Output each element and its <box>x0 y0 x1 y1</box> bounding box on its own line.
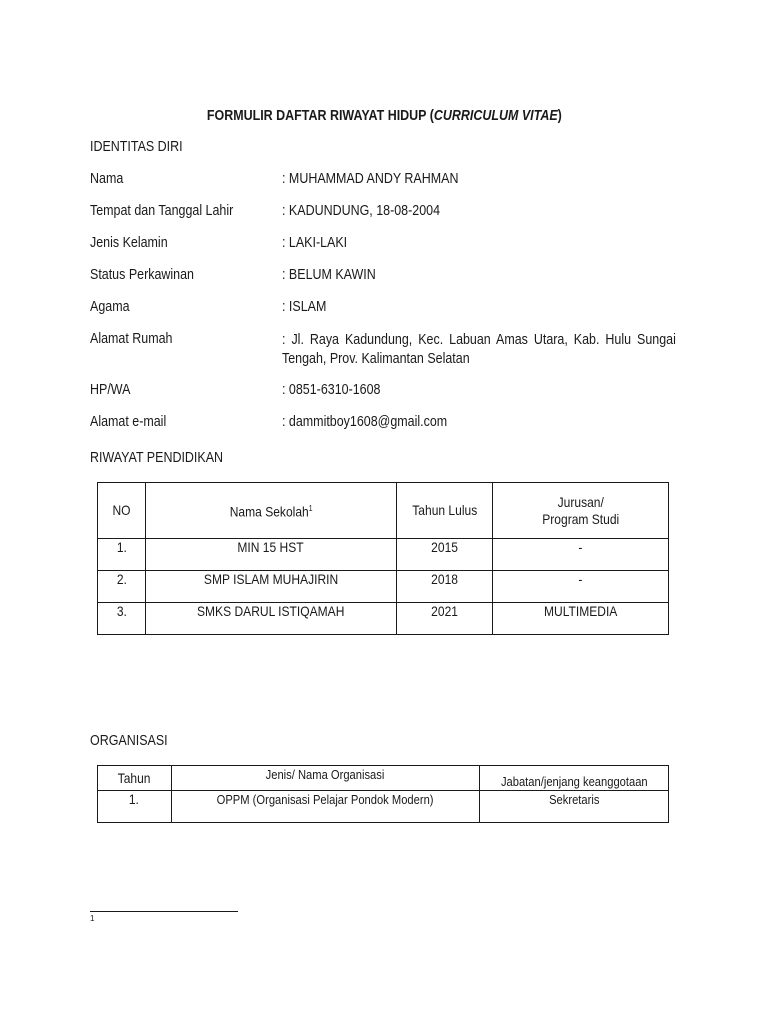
education-major: MULTIMEDIA <box>493 603 669 635</box>
table-row <box>98 539 669 571</box>
email-value: : dammitboy1608@gmail.com <box>282 414 448 430</box>
name-value: : MUHAMMAD ANDY RAHMAN <box>282 171 459 187</box>
table-row <box>98 603 669 635</box>
education-school: MIN 15 HST <box>145 539 396 571</box>
title-italic: CURRICULUM VITAE <box>433 108 558 124</box>
education-header-no: NO <box>98 483 146 539</box>
phone-value: : 0851-6310-1608 <box>282 382 381 398</box>
title-prefix: FORMULIR DAFTAR RIWAYAT HIDUP ( <box>206 108 434 124</box>
education-no: 3. <box>98 603 146 635</box>
education-school: SMP ISLAM MUHAJIRIN <box>145 571 396 603</box>
education-table <box>97 482 669 635</box>
education-header-row <box>98 483 669 539</box>
education-header-school: Nama Sekolah$^1$ <box>145 483 396 539</box>
phone-label: HP/WA <box>90 382 131 398</box>
footnote-ref: 1 <box>308 504 313 514</box>
identity-heading: IDENTITAS DIRI <box>90 139 183 155</box>
religion-value: : ISLAM <box>282 299 327 315</box>
education-year: 2018 <box>396 571 493 603</box>
education-no: 1. <box>98 539 146 571</box>
table-row <box>98 571 669 603</box>
title-suffix: ) <box>557 108 562 124</box>
education-year: 2021 <box>396 603 493 635</box>
marital-value: : BELUM KAWIN <box>282 267 376 283</box>
gender-value: : LAKI-LAKI <box>282 235 348 251</box>
organization-header-row <box>98 766 669 791</box>
birth-value: : KADUNDUNG, 18-08-2004 <box>282 203 441 219</box>
organization-heading: ORGANISASI <box>90 733 172 749</box>
religion-label: Agama <box>90 299 130 315</box>
address-label: Alamat Rumah <box>90 331 173 347</box>
marital-label: Status Perkawinan <box>90 267 194 283</box>
education-heading: RIWAYAT PENDIDIKAN <box>90 450 227 466</box>
table-row <box>98 791 669 823</box>
education-header-major: Jurusan/ Program Studi <box>493 483 669 539</box>
organization-position: Sekretaris <box>480 791 669 823</box>
footnote-number: 1 <box>90 914 95 923</box>
organization-year: 1. <box>98 791 172 823</box>
gender-label: Jenis Kelamin <box>90 235 168 251</box>
education-year: 2015 <box>396 539 493 571</box>
education-header-year: Tahun Lulus <box>396 483 493 539</box>
education-major: - <box>493 571 669 603</box>
organization-header-year: Tahun <box>98 766 172 791</box>
education-no: 2. <box>98 571 146 603</box>
birth-label: Tempat dan Tanggal Lahir <box>90 203 234 219</box>
email-label: Alamat e-mail <box>90 414 167 430</box>
organization-name: OPPM (Organisasi Pelajar Pondok Modern) <box>171 791 479 823</box>
name-label: Nama <box>90 171 124 187</box>
organization-header-name: Jenis/ Nama Organisasi <box>171 766 479 791</box>
address-value: : Jl. Raya Kadundung, Kec. Labuan Amas Utara, Kab. Hulu Sungai Tengah, Prov. Kalimantan Selatan <box>282 332 676 367</box>
organization-table <box>97 765 669 823</box>
education-major: - <box>493 539 669 571</box>
organization-header-position: Jabatan/jenjang keanggotaan <box>480 766 669 791</box>
education-school: SMKS DARUL ISTIQAMAH <box>145 603 396 635</box>
footnote-separator <box>90 911 238 912</box>
document-title <box>0 108 768 124</box>
